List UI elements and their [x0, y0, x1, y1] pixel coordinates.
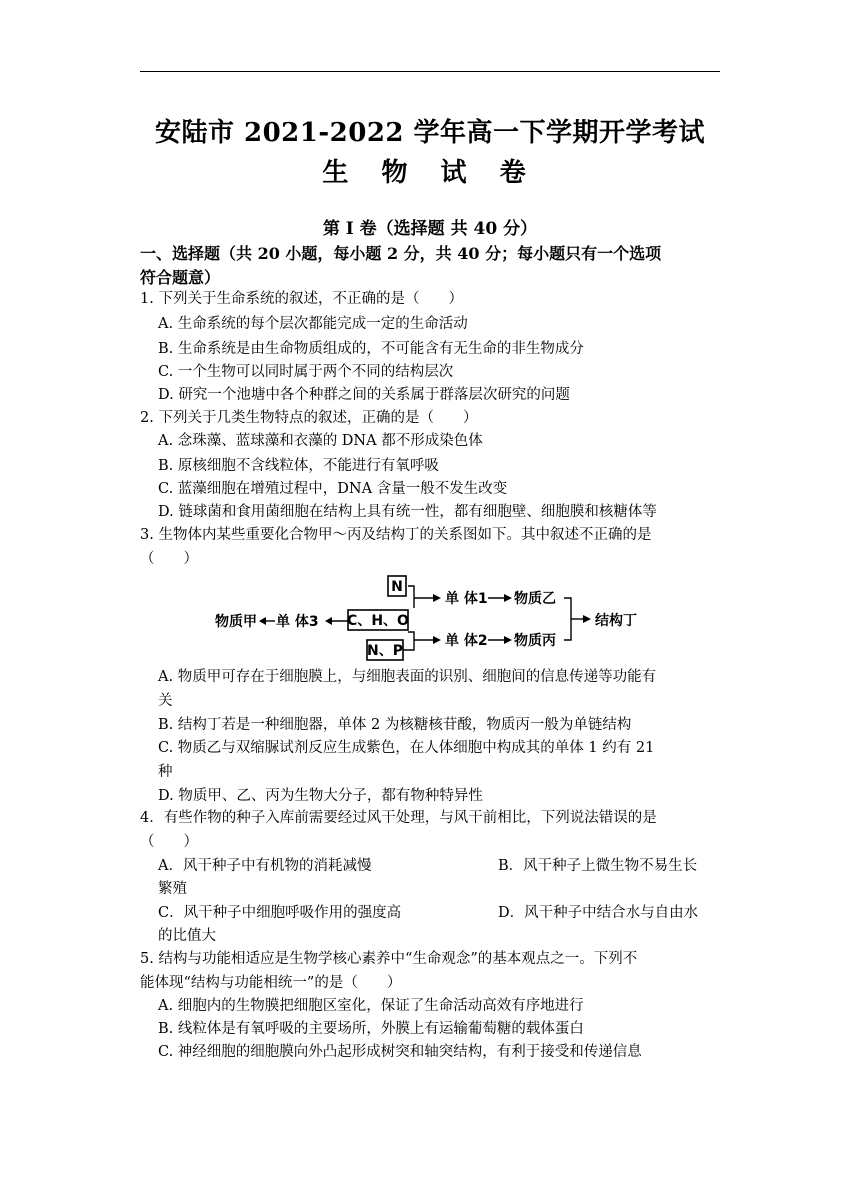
q4-option-c: C．风干种子中细胞呼吸作用的强度高 [158, 905, 402, 921]
q1-option-c: C. 一个生物可以同时属于两个不同的结构层次 [158, 364, 454, 380]
section-heading [140, 242, 725, 290]
q2-option-b: B. 原核细胞不含线粒体，不能进行有氧呼吸 [158, 458, 439, 474]
monomer1-label: 单 体1 [445, 591, 488, 607]
monomer2-label: 单 体2 [445, 633, 488, 649]
header-rule [140, 71, 720, 72]
q2-option-a: A. 念珠藻、蓝球藻和衣藻的 DNA 都不形成染色体 [158, 433, 483, 449]
substance-bing-label: 物质丙 [514, 633, 556, 649]
q1-option-a: A. 生命系统的每个层次都能完成一定的生命活动 [158, 316, 468, 332]
q3-option-b: B. 结构丁若是一种细胞器，单体 2 为核糖核苷酸，物质丙一般为单链结构 [158, 717, 632, 733]
cho-label: C、H、O [347, 613, 409, 629]
arrow-to-jia-head [259, 617, 266, 625]
q3-option-d: D. 物质甲、乙、丙为生物大分子，都有物种特异性 [158, 788, 483, 804]
section-heading-line1: 一、选择题（共 20 小题，每小题 2 分，共 40 分；每小题只有一个选项 [140, 244, 662, 263]
q4-option-d-line2: 的比值大 [158, 928, 216, 944]
q3-option-a-line2: 关 [158, 693, 173, 709]
arrow-to-monomer1-head [433, 594, 441, 602]
arrow-to-yi-head [504, 594, 512, 602]
bracket-n [408, 586, 414, 608]
structure-ding-label: 结构丁 [595, 613, 637, 629]
exam-subtitle: 生 物 试 卷 [322, 158, 538, 188]
q2-option-c: C. 蓝藻细胞在增殖过程中，DNA 含量一般不发生改变 [158, 481, 508, 497]
q2-option-d: D. 链球菌和食用菌细胞在结构上具有统一性，都有细胞壁、细胞膜和核糖体等 [158, 504, 657, 520]
np-label: N、P [367, 643, 403, 659]
substance-yi-label: 物质乙 [514, 591, 556, 607]
arrow-to-ding-head [583, 615, 591, 623]
q3-stem-line1: 3. 生物体内某些重要化合物甲～丙及结构丁的关系图如下。其中叙述不正确的是 [140, 527, 652, 543]
section-heading-line2: 符合题意） [140, 268, 221, 287]
q5-option-a: A. 细胞内的生物膜把细胞区室化，保证了生命活动高效有序地进行 [158, 998, 584, 1014]
substance-jia-label: 物质甲 [215, 614, 257, 630]
q1-stem: 1. 下列关于生命系统的叙述，不正确的是（ ） [140, 291, 463, 307]
q5-option-c: C. 神经细胞的细胞膜向外凸起形成树突和轴突结构，有利于接受和传递信息 [158, 1044, 642, 1060]
arrow-to-monomer3-head [325, 617, 332, 625]
compound-relation-diagram [215, 574, 655, 664]
arrow-to-bing-head [504, 636, 512, 644]
q3-option-c-line1: C. 物质乙与双缩脲试剂反应生成紫色，在人体细胞中构成其的单体 1 约有 21 [158, 740, 655, 756]
monomer3-label: 单 体3 [276, 614, 319, 630]
q1-option-b: B. 生命系统是由生命物质组成的，不可能含有无生命的非生物成分 [158, 341, 584, 357]
q3-stem-line2: （ ） [140, 551, 198, 567]
bracket-yi-bing [564, 598, 571, 640]
q4-stem-line1: 4．有些作物的种子入库前需要经过风干处理，与风干前相比，下列说法错误的是 [140, 810, 657, 826]
arrow-to-monomer2-head [433, 636, 441, 644]
q4-option-b-line2: 繁殖 [158, 881, 187, 897]
q5-stem-line1: 5. 结构与功能相适应是生物学核心素养中“生命观念”的基本观点之一。下列不 [140, 951, 638, 967]
q3-option-c-line2: 种 [158, 764, 173, 780]
q4-option-b-line1: B．风干种子上微生物不易生长 [498, 858, 698, 874]
q4-option-a: A．风干种子中有机物的消耗减慢 [158, 858, 372, 874]
exam-title: 安陆市 2021-2022 学年高一下学期开学考试 [154, 118, 706, 148]
q4-stem-line2: （ ） [140, 834, 198, 850]
part-title: 第 I 卷（选择题 共 40 分） [322, 219, 538, 239]
q3-option-a-line1: A. 物质甲可存在于细胞膜上，与细胞表面的识别、细胞间的信息传递等功能有 [158, 669, 657, 685]
q5-option-b: B. 线粒体是有氧呼吸的主要场所，外膜上有运输葡萄糖的载体蛋白 [158, 1021, 584, 1037]
q1-option-d: D. 研究一个池塘中各个种群之间的关系属于群落层次研究的问题 [158, 387, 570, 403]
q2-stem: 2. 下列关于几类生物特点的叙述，正确的是（ ） [140, 410, 478, 426]
q4-option-d-line1: D．风干种子中结合水与自由水 [498, 905, 699, 921]
q5-stem-line2: 能体现“结构与功能相统一”的是（ ） [140, 975, 402, 991]
bracket-np [403, 632, 414, 650]
n-label: N [391, 579, 403, 595]
